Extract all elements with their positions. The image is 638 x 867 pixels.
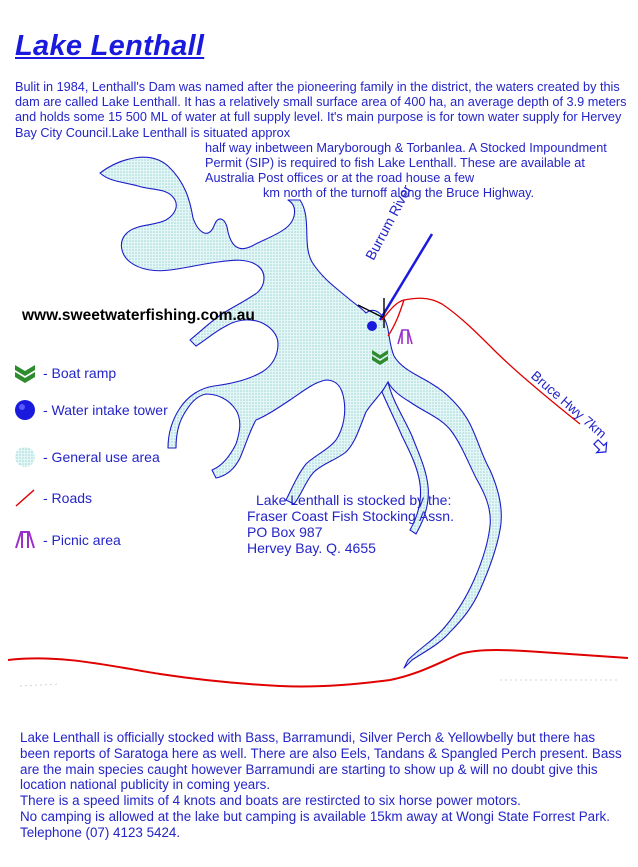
road-icon	[10, 486, 40, 510]
legend-general-use	[10, 445, 160, 469]
legend-label: - General use area	[43, 449, 160, 465]
access-road	[382, 298, 580, 424]
burrum-river-label: Burrum River	[362, 182, 415, 263]
stocked-by-line: Lake Lenthall is stocked by the:	[256, 492, 452, 508]
fishing-info-text	[20, 730, 628, 841]
highway-arrow-icon	[591, 437, 611, 457]
legend-label: - Boat ramp	[43, 365, 117, 381]
bruce-highway-label: Bruce Hwy 7km	[528, 368, 610, 442]
intro-paragraph-2: half way inbetween Maryborough & Torbanlea. A Stocked Impoundment Permit (SIP) is required to fish Lake Lenthall. These are available at Australia Post offices or at the road house a few	[205, 140, 607, 186]
association-address: Hervey Bay. Q. 4655	[247, 540, 376, 556]
picnic-area-icon	[10, 528, 40, 552]
boat-ramp-icon	[10, 361, 40, 385]
legend-intake-tower	[10, 398, 168, 422]
intro-paragraph-3: km north of the turnoff along the Bruce Highway.	[263, 186, 535, 201]
intake-tower-marker	[367, 321, 377, 331]
map-title: Lake Lenthall	[15, 30, 205, 62]
general-use-area-icon	[10, 445, 40, 469]
legend-label: - Picnic area	[43, 532, 121, 548]
legend-boat-ramp	[10, 361, 116, 385]
legend-picnic	[10, 528, 121, 552]
camping-paragraph: No camping is allowed at the lake but camping is available 15km away at Wongi State Forrest Park. Telephone (07) 4123 5424.	[20, 808, 610, 840]
association-name: Fraser Coast Fish Stocking Assn.	[247, 508, 454, 524]
association-po-box: PO Box 987	[247, 524, 323, 540]
main-road	[8, 650, 628, 687]
legend-roads	[10, 486, 92, 510]
faint-track	[20, 680, 620, 686]
stocking-association-info	[247, 492, 454, 556]
legend-label: - Roads	[43, 490, 93, 506]
burrum-river-line	[380, 234, 432, 320]
species-paragraph: Lake Lenthall is officially stocked with Bass, Barramundi, Silver Perch & Yellowbelly but there has been reports of Saratoga here as well. There are also Eels, Tandans & Spangled Perch present. Bass are the main species caught however Barramundi are starting to show up & will no doubt give this location national publicity in coming years.	[20, 730, 622, 793]
water-intake-tower-icon	[10, 398, 40, 422]
speed-limit-paragraph: There is a speed limits of 4 knots and boats are restircted to six horse power motors.	[20, 793, 521, 809]
picnic-area-marker	[398, 330, 412, 344]
website-url[interactable]: www.sweetwaterfishing.com.au	[22, 307, 255, 324]
intro-paragraph-1: Bulit in 1984, Lenthall's Dam was named after the pioneering family in the district, the waters created by this dam are called Lake Lenthall. It has a relatively small surface area of 400 ha, an average depth of 3.9 meters and holds some 15 500 ML of water at full supply level. It's main purpose is for town water supply for Hervey Bay City Council.Lake Lenthall is situated approx	[15, 80, 627, 140]
legend-label: - Water intake tower	[43, 402, 168, 418]
